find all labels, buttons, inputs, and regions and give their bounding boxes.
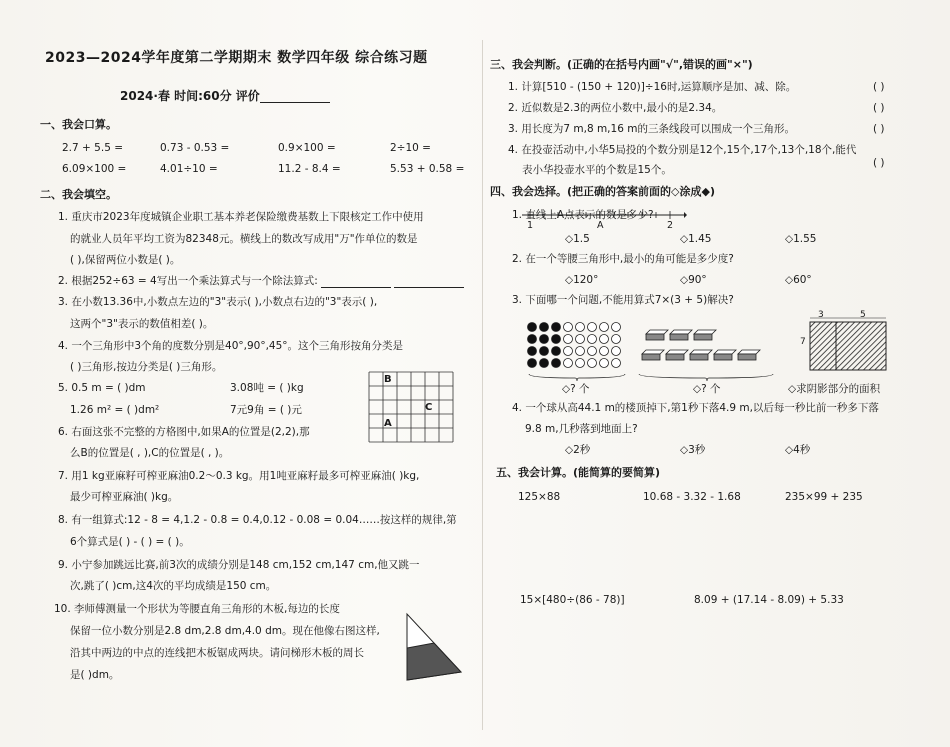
grid-point-c: C [425,402,433,413]
choice-q2: 2. 在一个等腰三角形中,最小的角可能是多少度? [512,253,734,265]
fill-line: 这两个"3"表示的数值相差( )。 [70,318,214,330]
fill-line: 10. 李师傅测量一个形状为等腰直角三角形的木板,每边的长度 [54,603,340,615]
open-dot [564,323,573,332]
open-dot [600,347,609,356]
fill-line: 7元9角 = ( )元 [230,404,302,416]
calc-item: 10.68 - 3.32 - 1.68 [643,491,741,503]
number-line-point-a: A [597,220,604,231]
page-fold [482,40,483,730]
section3-heading: 三、我会判断。(正确的在括号内画"√",错误的画"×") [490,58,753,71]
fill-line: 4. 一个三角形中3个角的度数分别是40°,90°,45°。这个三角形按角分类是 [58,340,404,352]
choice-option[interactable]: ◇求阴影部分的面积 [788,383,881,395]
open-dot [576,335,585,344]
filled-dot [552,335,561,344]
fill-line: 3. 在小数13.36中,小数点左边的"3"表示( ),小数点右边的"3"表示( ), [58,296,378,308]
section2-heading: 二、我会填空。 [40,188,117,201]
fill-text: 2. 根据252÷63 = 4写出一个乘法算式与一个除法算式: [58,275,318,287]
filled-dot [540,359,549,368]
open-dot [600,323,609,332]
filled-dot [552,359,561,368]
calc-item: 125×88 [518,491,561,503]
choice-q4: 9.8 m,几秒落到地面上? [525,423,638,435]
fill-line: 的就业人员年平均工资为82348元。横线上的数改写成用"万"作单位的数是 [70,233,418,245]
fill-line: 最少可榨亚麻油( )kg。 [70,491,179,503]
oral-item: 0.73 - 0.53 = [160,142,230,154]
filled-dot [528,323,537,332]
fill-line: 么B的位置是( , ),C的位置是( , )。 [70,447,230,459]
choice-option[interactable]: ◇? 个 [693,383,721,395]
boxes-figure [640,328,772,368]
calc-item: 235×99 + 235 [785,491,863,503]
evaluation-blank [260,92,330,103]
filled-dot [540,347,549,356]
fill-line: 3.08吨 = ( )kg [230,382,304,394]
coordinate-grid-figure [367,370,455,446]
filled-dot [540,335,549,344]
judge-item: 表小华投壶水平的个数是15个。 [522,164,672,176]
fill-line: 5. 0.5 m = ( )dm [58,382,146,394]
dimension-label: 7 [800,337,806,347]
judge-item: 2. 近似数是2.3的两位小数中,最小的是2.34。 [508,102,723,114]
open-dot [564,335,573,344]
oral-item: 2÷10 = [390,142,431,154]
oral-item: 2.7 + 5.5 = [62,142,124,154]
open-dot [612,347,621,356]
fill-line: 保留一位小数分别是2.8 dm,2.8 dm,4.0 dm。现在他像右图这样, [70,625,380,637]
section5-heading: 五、我会计算。(能简算的要简算) [496,466,661,479]
fill-line: ( ),保留两位小数是( )。 [70,254,181,266]
fill-line: 6. 右面这张不完整的方格图中,如果A的位置是(2,2),那 [58,426,310,438]
answer-blank [321,277,391,288]
choice-option[interactable]: ◇3秒 [680,444,706,456]
oral-item: 11.2 - 8.4 = [278,163,341,175]
filled-dot [540,323,549,332]
triangle-board-figure [405,612,465,684]
judge-bracket: ( ) [873,81,885,93]
judge-item: 3. 用长度为7 m,8 m,16 m的三条线段可以围成一个三角形。 [508,123,795,135]
number-line-tick: 1 [527,220,534,231]
oral-item: 5.53 + 0.58 = [390,163,465,175]
grid-point-b: B [384,374,392,385]
open-dot [600,335,609,344]
judge-item: 1. 计算[510 - (150 + 120)]÷16时,运算顺序是加、减、除。 [508,81,797,93]
open-dot [588,359,597,368]
open-dot [588,323,597,332]
filled-dot [528,359,537,368]
calc-item: 15×[480÷(86 - 78)] [520,594,625,606]
open-dot [564,347,573,356]
filled-dot [552,347,561,356]
answer-blank [394,277,464,288]
judge-bracket: ( ) [873,123,885,135]
judge-bracket: ( ) [873,157,885,169]
grid-point-a: A [384,418,392,429]
open-dot [612,335,621,344]
open-dot [612,359,621,368]
fill-line: 1.26 m² = ( )dm² [70,404,160,416]
calc-item: 8.09 + (17.14 - 8.09) + 5.33 [694,594,844,606]
open-dot [588,335,597,344]
fill-line: 7. 用1 kg亚麻籽可榨亚麻油0.2～0.3 kg。用1吨亚麻籽最多可榨亚麻油( )kg, [58,470,420,482]
judge-item: 4. 在投壶活动中,小华5局投的个数分别是12个,15个,17个,13个,18个,能代 [508,144,857,156]
filled-dot [552,323,561,332]
fill-line: 次,跳了( )cm,这4次的平均成绩是150 cm。 [70,580,277,592]
shaded-rectangle-figure [800,314,890,374]
dimension-label: 3 [818,310,824,320]
dots-figure [527,322,627,370]
choice-option[interactable]: ◇1.5 [565,233,590,245]
choice-option[interactable]: ◇4秒 [785,444,811,456]
oral-item: 4.01÷10 = [160,163,218,175]
subtitle-text: 2024·春 时间:60分 评价 [120,89,260,103]
fill-line [58,275,464,288]
fill-line: 8. 有一组算式:12 - 8 = 4,1.2 - 0.8 = 0.4,0.12 - 0.08 = 0.04……按这样的规律,第 [58,514,457,526]
choice-option[interactable]: ◇1.55 [785,233,817,245]
choice-option[interactable]: ◇? 个 [562,383,590,395]
number-line [522,208,687,222]
fill-line: 9. 小宁参加跳远比赛,前3次的成绩分别是148 cm,152 cm,147 cm,他又跳一 [58,559,420,571]
open-dot [588,347,597,356]
choice-option[interactable]: ◇1.45 [680,233,712,245]
open-dot [576,359,585,368]
fill-line: ( )三角形,按边分类是( )三角形。 [70,361,223,373]
dimension-label: 5 [860,310,866,320]
oral-item: 0.9×100 = [278,142,336,154]
exam-subtitle [120,90,330,103]
fill-line: 是( )dm。 [70,669,120,681]
filled-dot [528,347,537,356]
choice-option[interactable]: ◇90° [680,274,707,286]
choice-option[interactable]: ◇120° [565,274,599,286]
fill-line: 沿其中两边的中点的连线把木板锯成两块。请问梯形木板的周长 [70,647,364,659]
choice-q4: 4. 一个球从高44.1 m的楼顶掉下,第1秒下落4.9 m,以后每一秒比前一秒多下落 [512,402,879,414]
open-dot [600,359,609,368]
oral-item: 6.09×100 = [62,163,127,175]
exam-title: 2023—2024学年度第二学期期末 数学四年级 综合练习题 [45,50,428,66]
fill-line: 1. 重庆市2023年度城镇企业职工基本养老保险缴费基数上下限核定工作中使用 [58,211,424,223]
judge-bracket: ( ) [873,102,885,114]
open-dot [576,347,585,356]
choice-q1: 1. 直线上A点表示的数是多少? [512,209,654,221]
open-dot [576,323,585,332]
open-dot [612,323,621,332]
choice-option[interactable]: ◇2秒 [565,444,591,456]
choice-option[interactable]: ◇60° [785,274,812,286]
filled-dot [528,335,537,344]
open-dot [564,359,573,368]
fill-line: 6个算式是( ) - ( ) = ( )。 [70,536,190,548]
section1-heading: 一、我会口算。 [40,118,117,131]
section4-heading: 四、我会选择。(把正确的答案前面的◇涂成◆) [490,185,715,198]
choice-q3: 3. 下面哪一个问题,不能用算式7×(3 + 5)解决? [512,294,734,306]
number-line-tick: 2 [667,220,674,231]
